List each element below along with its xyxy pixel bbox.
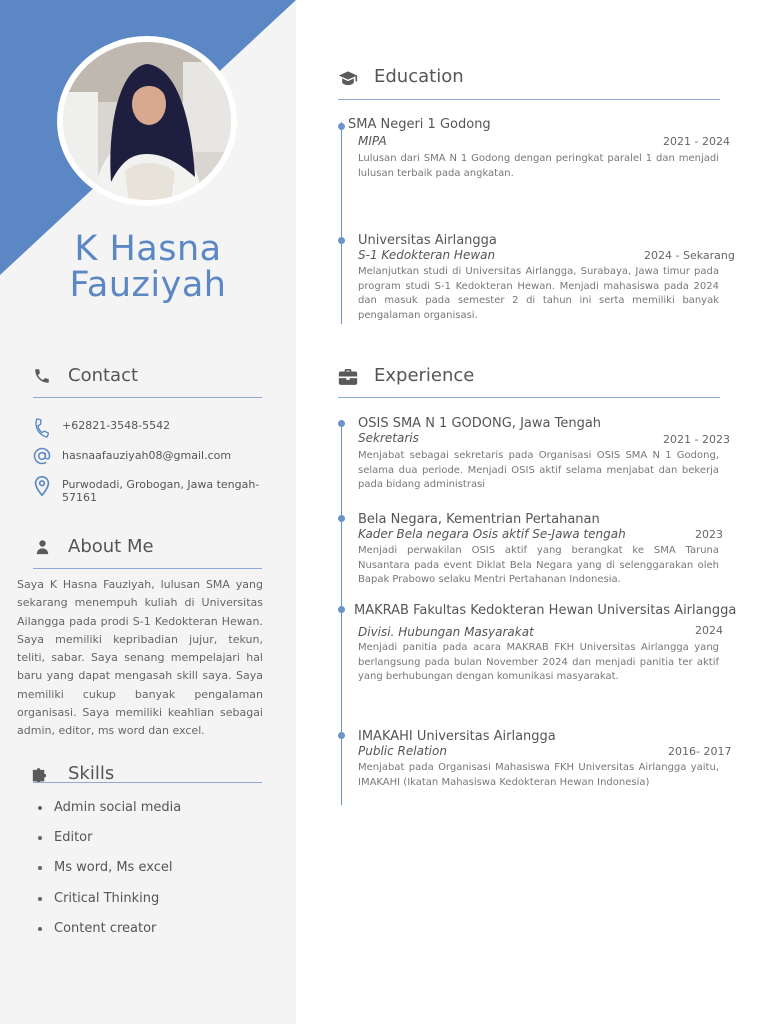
- education-title: Universitas Airlangga: [358, 233, 497, 248]
- experience-subtitle: Public Relation: [358, 744, 447, 758]
- puzzle-icon: [31, 765, 51, 783]
- contact-phone[interactable]: +62821-3548-5542: [62, 419, 171, 432]
- education-subtitle: S-1 Kedokteran Hewan: [358, 248, 496, 262]
- timeline-dot: [338, 237, 345, 244]
- profile-name-last: Fauziyah: [69, 265, 227, 305]
- education-date: 2021 - 2024: [663, 135, 730, 148]
- experience-date: 2016- 2017: [668, 745, 732, 758]
- education-timeline: [341, 122, 342, 324]
- experience-subtitle: Divisi. Hubungan Masyarakat: [358, 625, 534, 639]
- skill-item: Critical Thinking: [36, 888, 181, 918]
- experience-title: MAKRAB Fakultas Kedokteran Hewan Universitas Airlangga: [354, 603, 737, 618]
- timeline-dot: [338, 420, 345, 427]
- timeline-dot: [338, 515, 345, 522]
- profile-name-first: K Hasna: [74, 229, 222, 269]
- contact-email[interactable]: hasnaafauziyah08@gmail.com: [62, 449, 232, 462]
- graduation-cap-icon: [338, 69, 358, 87]
- education-description: Melanjutkan studi di Universitas Airlangga, Surabaya, Jawa timur pada program studi S-1 Kedokteran Hewan. Menjadi mahasiswa pada 2024 dan masuk pada semester 2 di tahun ini serta memiliki banyak pengalaman organisasi.: [358, 266, 719, 321]
- experience-title: Bela Negara, Kementrian Pertahanan: [358, 512, 600, 527]
- experience-subtitle: Sekretaris: [358, 431, 419, 445]
- experience-divider: [338, 397, 720, 398]
- experience-date: 2024: [695, 624, 723, 637]
- education-date: 2024 - Sekarang: [644, 249, 735, 262]
- skill-item: Content creator: [36, 918, 181, 948]
- experience-date: 2023: [695, 528, 723, 541]
- about-divider: [33, 568, 262, 569]
- contact-divider: [33, 397, 262, 398]
- skill-item: Ms word, Ms excel: [36, 857, 181, 887]
- profile-photo: [57, 36, 237, 206]
- email-at-icon: [31, 446, 53, 466]
- experience-description: Menjadi perwakilan OSIS aktif yang berangkat ke SMA Taruna Nusantara pada event Diklat Bela Negara yang di selenggarakan oleh Bapak Prabowo selaku Mentri Pertahanan Indonesia.: [358, 545, 719, 585]
- education-heading: Education: [374, 66, 464, 87]
- sidebar: [0, 0, 296, 1024]
- experience-description: Menjabat sebagai sekretaris pada Organisasi OSIS SMA N 1 Godong, selama dua periode. Menjadi OSIS aktif selama menjabat dan bekerja pada bidang administrasi: [358, 450, 719, 490]
- experience-subtitle: Kader Bela negara Osis aktif Se-Jawa tengah: [358, 527, 626, 541]
- location-pin-icon: [31, 475, 53, 497]
- skills-divider: [33, 782, 262, 783]
- skill-item: Admin social media: [36, 797, 181, 827]
- experience-heading: Experience: [374, 365, 475, 386]
- experience-title: IMAKAHI Universitas Airlangga: [358, 729, 556, 744]
- phone-outline-icon: [31, 418, 53, 438]
- education-description: Lulusan dari SMA N 1 Godong dengan peringkat paralel 1 dan menjadi lulusan terbaik pada angkatan.: [358, 153, 719, 179]
- education-subtitle: MIPA: [358, 134, 387, 148]
- skill-item: Editor: [36, 827, 181, 857]
- about-text: Saya K Hasna Fauziyah, lulusan SMA yang sekarang menempuh kuliah di Universitas Ailangga pada prodi S-1 Kedokteran Hewan. Saya memiliki kepribadian jujur, tekun, teliti, sabar. Saya senang mempelajari hal baru yang dapat mengasah skill saya. Saya memiliki cukup banyak pengalaman organisasi. Saya memiliki keahlian sebagai admin, editor, ms word dan excel.: [17, 578, 263, 738]
- about-heading: About Me: [68, 536, 154, 557]
- profile-photo-image: [63, 42, 231, 200]
- timeline-dot: [338, 606, 345, 613]
- skills-heading: Skills: [68, 763, 115, 784]
- timeline-dot: [338, 123, 345, 130]
- education-divider: [338, 99, 720, 100]
- briefcase-icon: [338, 368, 358, 385]
- contact-heading: Contact: [68, 365, 139, 386]
- experience-description: Menjabat pada Organisasi Mahasiswa FKH Universitas Airlangga yaitu, IMAKAHI (Ikatan Mahasiswa Kedokteran Hewan Indonesia): [358, 762, 719, 788]
- timeline-dot: [338, 732, 345, 739]
- experience-description: Menjadi panitia pada acara MAKRAB FKH Universitas Airlangga yang berlangsung pada bulan November 2024 dan menjadi panitia ter aktif yang berhubungan dengan komunikasi masyarakat.: [358, 642, 719, 682]
- person-icon: [34, 538, 51, 556]
- skills-list: [36, 797, 181, 948]
- contact-address: Purwodadi, Grobogan, Jawa tengah-57161: [62, 478, 260, 504]
- experience-title: OSIS SMA N 1 GODONG, Jawa Tengah: [358, 416, 602, 431]
- education-title: SMA Negeri 1 Godong: [348, 117, 491, 132]
- experience-date: 2021 - 2023: [663, 433, 730, 446]
- phone-icon: [33, 367, 51, 385]
